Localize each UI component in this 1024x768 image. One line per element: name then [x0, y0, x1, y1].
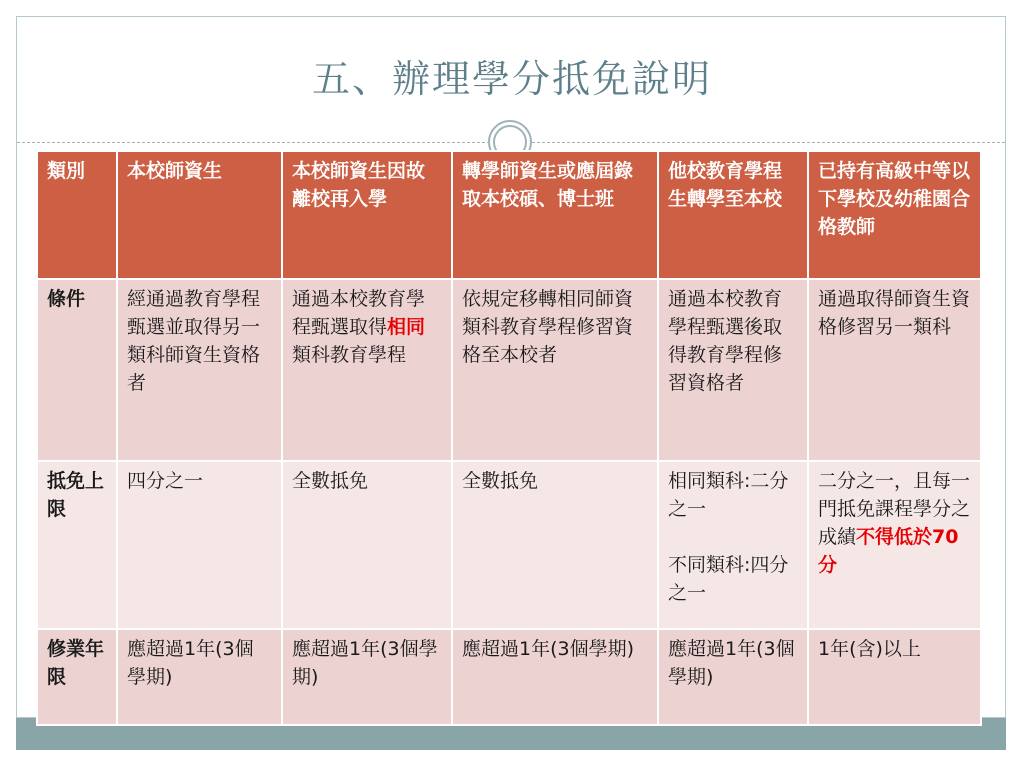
- cell-duration-other-school: 應超過1年(3個學期): [658, 629, 808, 725]
- table-header-row: [37, 151, 981, 279]
- cell-limit-own: 四分之一: [117, 461, 282, 629]
- table-row-waiver-limit: [37, 461, 981, 629]
- emphasis-text: 相同: [387, 316, 426, 338]
- cell-conditions-transfer: 依規定移轉相同師資類科教育學程修習資格至本校者: [452, 279, 658, 461]
- header-readmitted-student: 本校師資生因故離校再入學: [282, 151, 452, 279]
- slide-title: 五、辦理學分抵免說明: [311, 57, 712, 101]
- cell-duration-transfer: 應超過1年(3個學期): [452, 629, 658, 725]
- cell-conditions-other-school: 通過本校教育學程甄選後取得教育學程修習資格者: [658, 279, 808, 461]
- cell-limit-certified: [808, 461, 981, 629]
- row-label-conditions: 條件: [37, 279, 117, 461]
- header-other-school-transfer: 他校教育學程生轉學至本校: [658, 151, 808, 279]
- row-label-waiver-limit: 抵免上限: [37, 461, 117, 629]
- cell-limit-readmitted: 全數抵免: [282, 461, 452, 629]
- cell-text-same-subject: 相同類科:二分之一: [668, 470, 789, 520]
- cell-text-different-subject: 不同類科:四分之一: [668, 554, 789, 604]
- cell-text: 通過本校教育學程甄選取得: [292, 288, 426, 338]
- cell-duration-readmitted: 應超過1年(3個學期): [282, 629, 452, 725]
- cell-text: 類科教育學程: [292, 344, 407, 366]
- table-row-conditions: [37, 279, 981, 461]
- cell-text: 二分之一，且每一門抵免課程學分之成績: [818, 470, 971, 548]
- spacer: [668, 523, 798, 551]
- cell-duration-certified: 1年(含)以上: [808, 629, 981, 725]
- table-row-study-duration: [37, 629, 981, 725]
- cell-limit-transfer: 全數抵免: [452, 461, 658, 629]
- cell-conditions-readmitted: [282, 279, 452, 461]
- emphasis-text: 不得低於70分: [818, 526, 959, 576]
- header-certified-teacher: 已持有高級中等以下學校及幼稚園合格教師: [808, 151, 981, 279]
- cell-conditions-own: 經通過教育學程甄選並取得另一類科師資生資格者: [117, 279, 282, 461]
- cell-conditions-certified: 通過取得師資生資格修習另一類科: [808, 279, 981, 461]
- cell-limit-other-school: [658, 461, 808, 629]
- row-label-study-duration: 修業年限: [37, 629, 117, 725]
- header-transfer-or-graduate: 轉學師資生或應屆錄取本校碩、博士班: [452, 151, 658, 279]
- header-category: 類別: [37, 151, 117, 279]
- cell-duration-own: 應超過1年(3個學期): [117, 629, 282, 725]
- header-own-student: 本校師資生: [117, 151, 282, 279]
- credit-waiver-table: [36, 150, 982, 726]
